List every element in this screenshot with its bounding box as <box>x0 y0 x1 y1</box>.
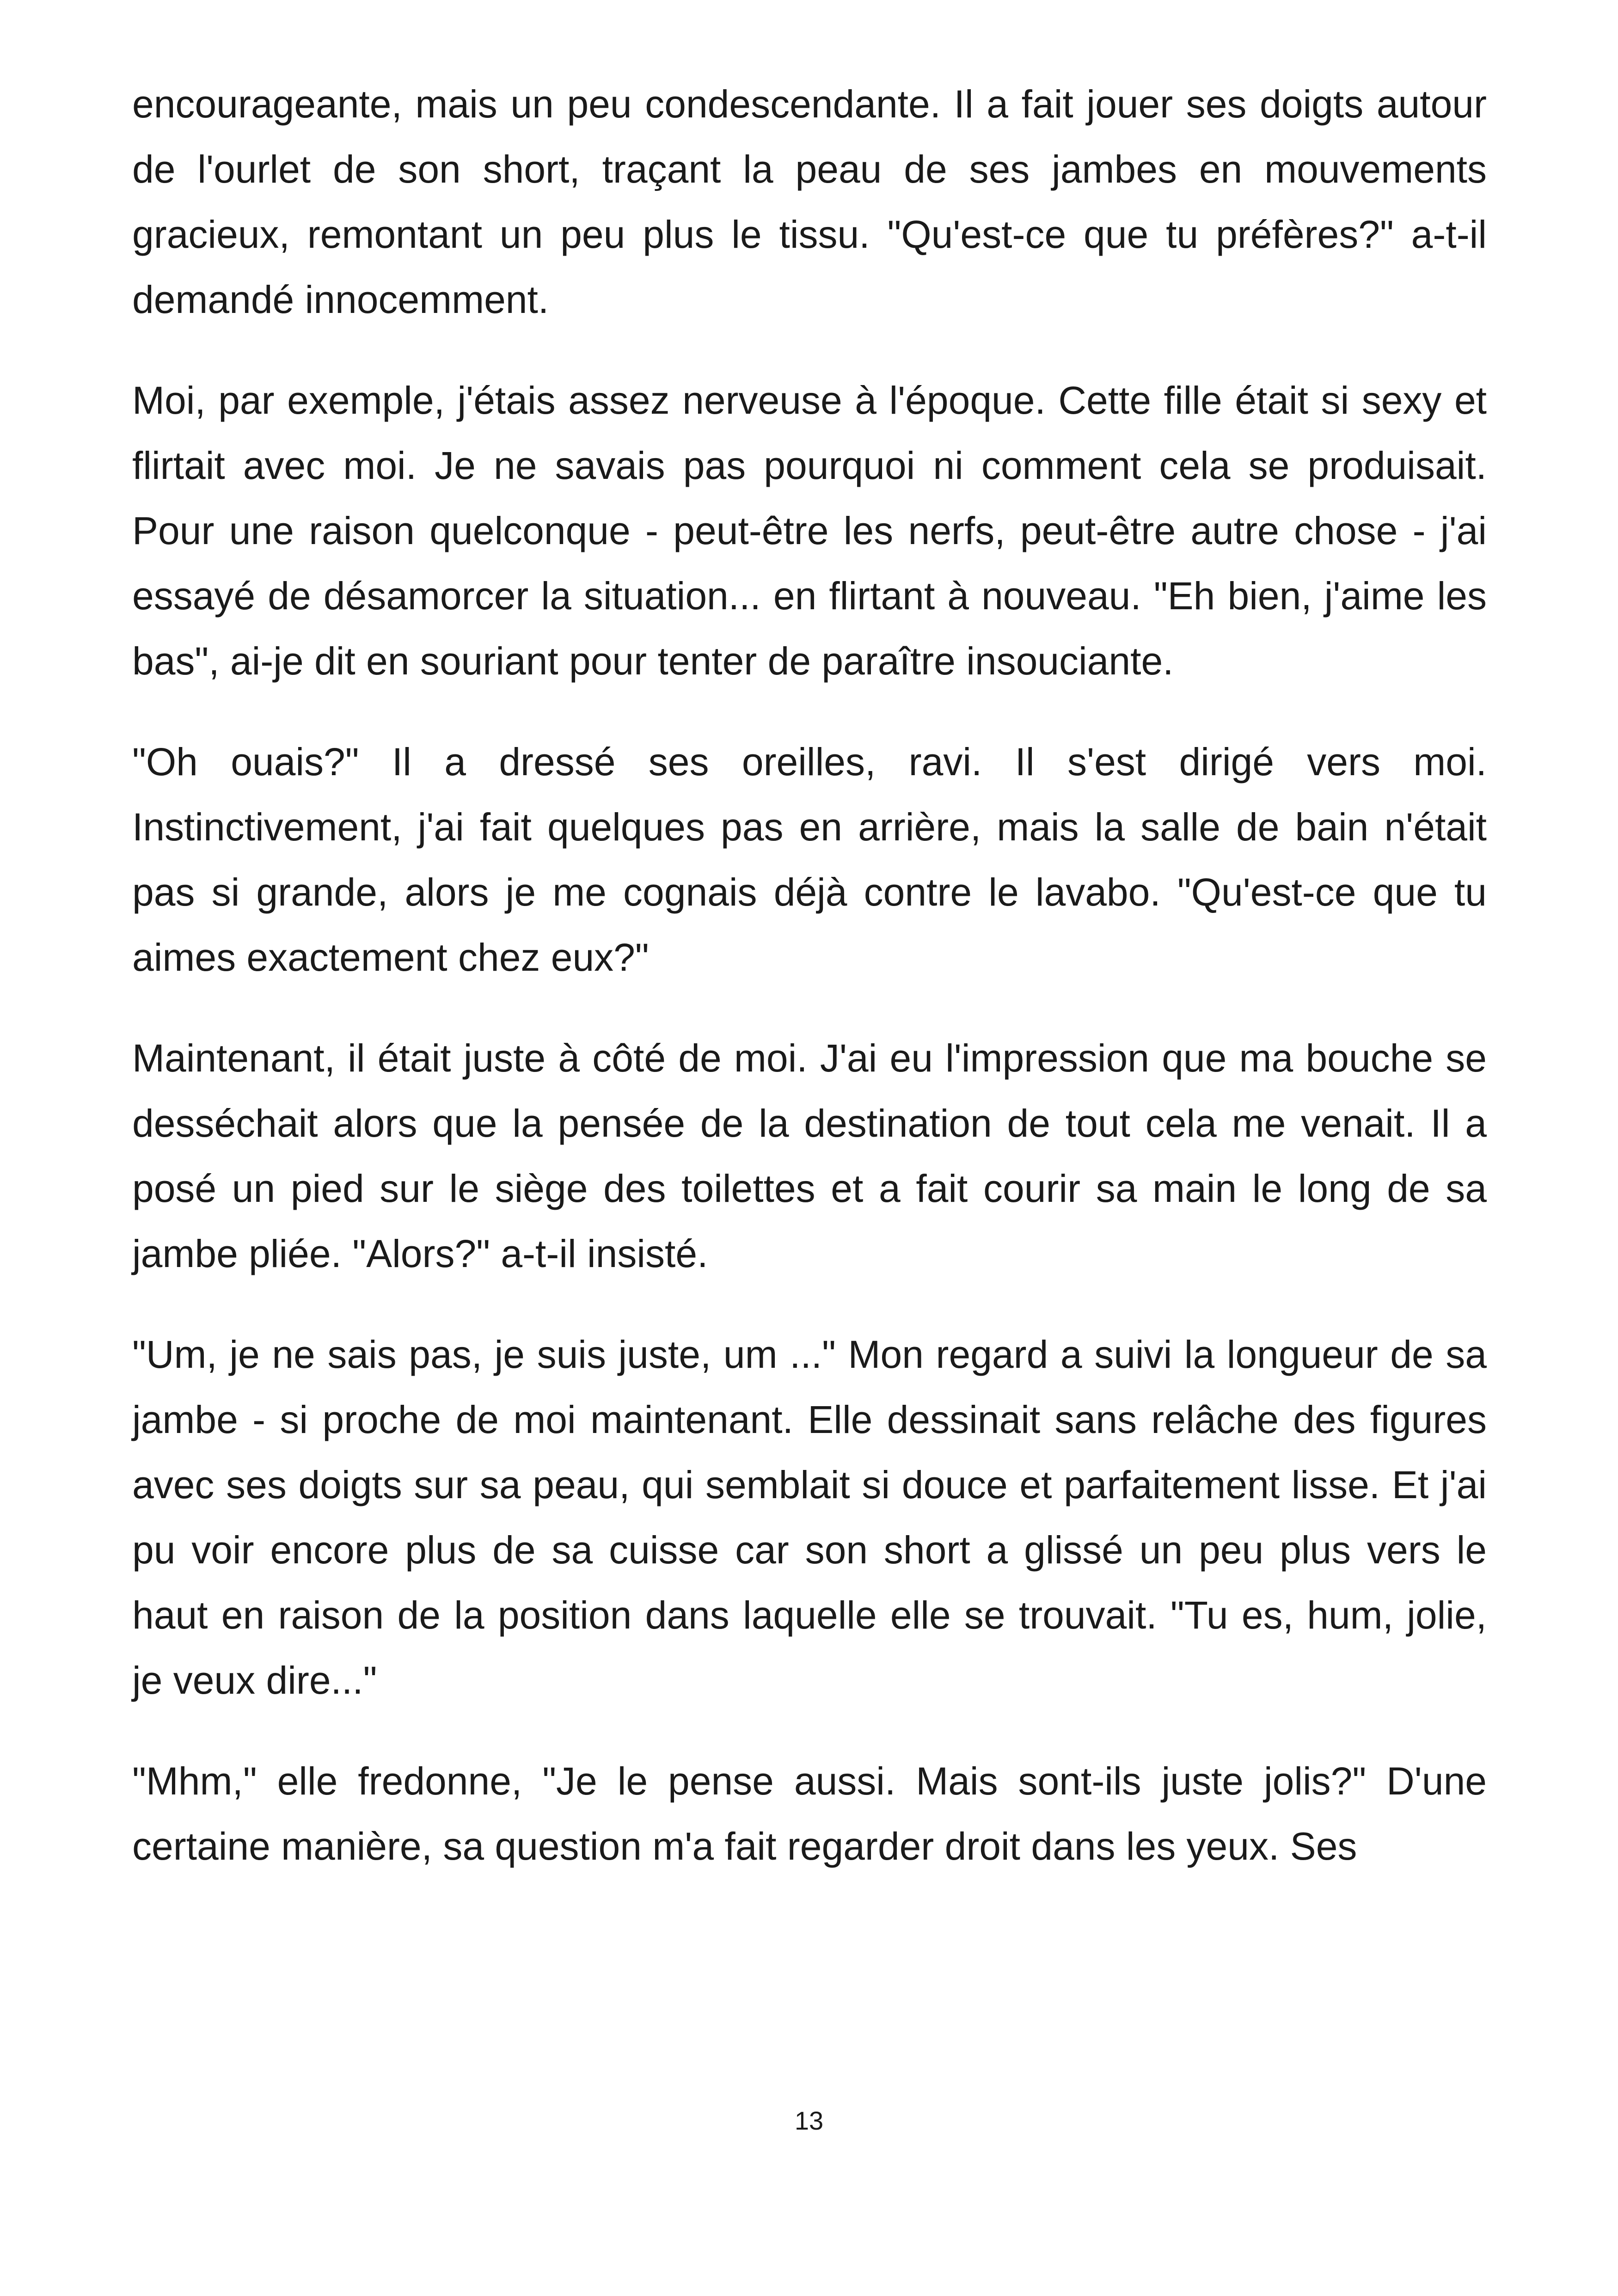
paragraph-4: Maintenant, il était juste à côté de moi. J'ai eu l'impression que ma bouche se desséchait alors que la pensée de la destination de tout cela me venait. Il a posé un pied sur le siège des toilettes et a fait courir sa main le long de sa jambe pliée. "Alors?" a-t-il insisté. <box>132 1036 1487 1275</box>
paragraph-5: "Um, je ne sais pas, je suis juste, um ..." Mon regard a suivi la longueur de sa jambe - si proche de moi maintenant. Elle dessinait sans relâche des figures avec ses doigts sur sa peau, qui semblait si douce et parfaitement lisse. Et j'ai pu voir encore plus de sa cuisse car son short a glissé un peu plus vers le haut en raison de la position dans laquelle elle se trouvait. "Tu es, hum, jolie, je veux dire..." <box>132 1333 1487 1702</box>
body-text <box>132 72 1487 1915</box>
paragraph-6: "Mhm," elle fredonne, "Je le pense aussi. Mais sont-ils juste jolis?" D'une certaine manière, sa question m'a fait regarder droit dans les yeux. Ses <box>132 1759 1487 1868</box>
paragraph-1: encourageante, mais un peu condescendante. Il a fait jouer ses doigts autour de l'ourlet de son short, traçant la peau de ses jambes en mouvements gracieux, remontant un peu plus le tissu. "Qu'est-ce que tu préfères?" a-t-il demandé innocemment. <box>132 82 1487 321</box>
paragraph-2: Moi, par exemple, j'étais assez nerveuse à l'époque. Cette fille était si sexy et flirtait avec moi. Je ne savais pas pourquoi ni comment cela se produisait. Pour une raison quelconque - peut-être les nerfs, peut-être autre chose - j'ai essayé de désamorcer la situation... en flirtant à nouveau. "Eh bien, j'aime les bas", ai-je dit en souriant pour tenter de paraître insouciante. <box>132 379 1487 683</box>
paragraph-3: "Oh ouais?" Il a dressé ses oreilles, ravi. Il s'est dirigé vers moi. Instinctivement, j'ai fait quelques pas en arrière, mais la salle de bain n'était pas si grande, alors je me cognais déjà contre le lavabo. "Qu'est-ce que tu aimes exactement chez eux?" <box>132 740 1487 979</box>
page-number: 13 <box>794 2106 824 2135</box>
